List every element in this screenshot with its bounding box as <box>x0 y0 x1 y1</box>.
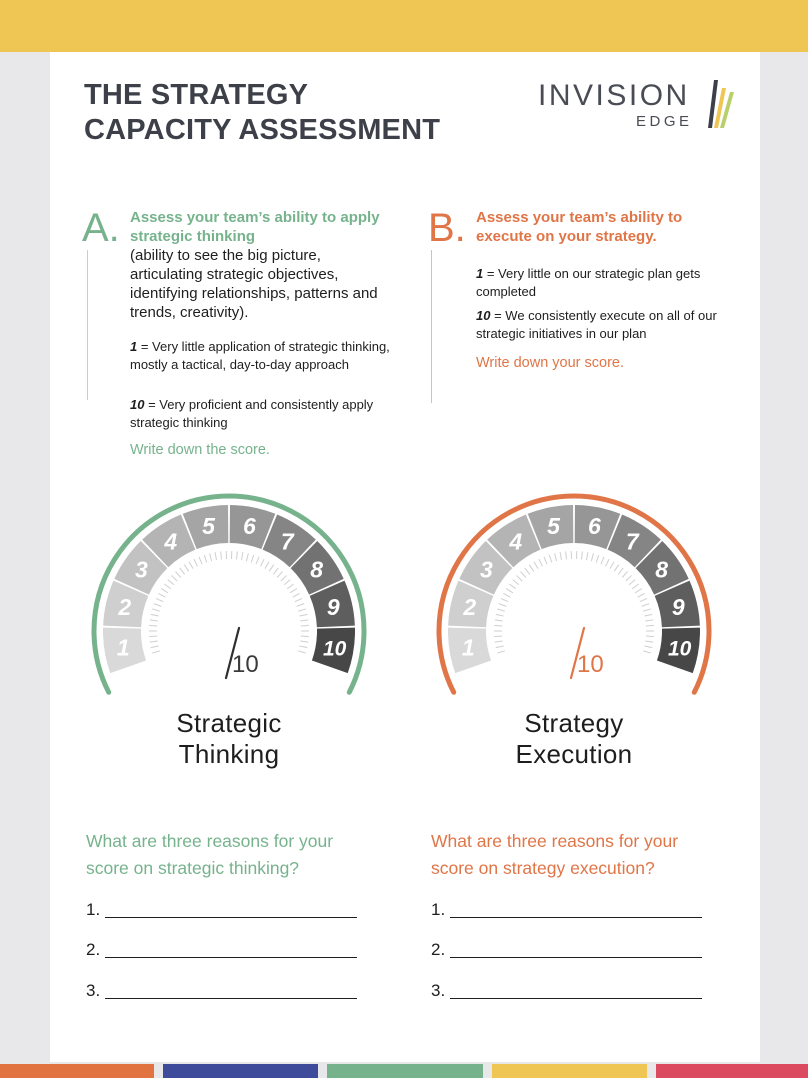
gauge-tick <box>299 646 307 648</box>
gauge-tick <box>640 598 647 601</box>
gauge-number-3: 3 <box>479 556 493 583</box>
gauge-tick <box>277 572 282 578</box>
gauge-tick <box>246 553 248 561</box>
gauge-tick <box>642 604 650 607</box>
gauge-tick <box>237 551 238 559</box>
gauge-tick <box>168 580 174 585</box>
gauge-label-line-2: Thinking <box>178 739 280 769</box>
answer-line-right-2[interactable] <box>431 940 445 960</box>
gauge-tick <box>301 625 309 626</box>
gauge-tick <box>298 609 306 611</box>
gauge-tick <box>614 565 618 572</box>
section-a-heading: Assess your team’s ability to apply strategic thinking <box>130 209 380 245</box>
section-a-scale-high <box>130 396 392 431</box>
question-line-2: score on strategy execution? <box>431 858 655 878</box>
page-title <box>84 78 440 148</box>
gauge-tick <box>295 598 302 601</box>
gauge-number-2: 2 <box>118 593 132 620</box>
section-a-scale-low <box>130 338 392 373</box>
gauge-tick <box>506 589 513 593</box>
gauge-tick <box>513 580 519 585</box>
top-color-band <box>0 0 808 52</box>
gauge-tick <box>152 651 160 653</box>
gauge-tick <box>494 625 502 626</box>
gauge-tick <box>300 641 308 642</box>
answer-number: 3. <box>86 981 101 1000</box>
section-b-heading: Assess your team’s ability to execute on your strategy. <box>476 209 683 245</box>
gauge-tick <box>281 575 287 581</box>
gauge-tick <box>151 614 159 616</box>
gauge-number-3: 3 <box>134 556 148 583</box>
gauge-tick <box>298 651 306 653</box>
gauge-tick <box>520 572 525 578</box>
gauge-tick <box>265 562 269 569</box>
gauge-number-6: 6 <box>588 512 601 539</box>
footer-bar-4 <box>492 1064 647 1078</box>
gauge-tick <box>221 551 222 559</box>
gauge-tick <box>180 568 185 574</box>
gauge-tick <box>539 559 543 566</box>
scale-high-number: 10 <box>476 308 491 323</box>
gauge-tick <box>544 557 547 564</box>
gauge-tick <box>204 555 206 563</box>
answer-line-left-2[interactable] <box>86 940 100 960</box>
section-a-instruction: Write down the score. <box>130 442 270 458</box>
gauge-tick <box>644 614 652 616</box>
gauge-tick <box>566 551 567 559</box>
gauge-strategy-execution <box>429 486 719 769</box>
gauge-tick <box>171 575 177 581</box>
section-b-instruction: Write down your score. <box>476 355 625 371</box>
gauge-tick <box>643 651 651 653</box>
gauge-tick <box>293 593 300 597</box>
section-b-scale-high <box>476 307 738 342</box>
gauge-label-line-1: Strategy <box>524 708 624 738</box>
gauge-tick <box>582 551 583 559</box>
gauge-tick <box>560 552 561 560</box>
gauge-number-7: 7 <box>625 528 639 555</box>
footer-bar-3 <box>327 1064 483 1078</box>
gauge-tick <box>150 641 158 642</box>
title-line-1: THE STRATEGY <box>84 79 309 111</box>
gauge-tick <box>555 553 557 561</box>
scale-low-number: 1 <box>476 266 484 281</box>
logo-stripes-icon <box>708 78 736 130</box>
scale-high-number: 10 <box>130 397 145 412</box>
section-a-rule <box>87 250 88 400</box>
question-strategic-thinking <box>86 828 333 882</box>
question-strategy-execution <box>431 828 678 882</box>
gauge-number-2: 2 <box>463 593 477 620</box>
logo-wordmark: INVISION <box>538 79 690 112</box>
section-b-scale-low <box>476 265 738 300</box>
gauge-tick <box>643 609 651 611</box>
gauge-tick <box>501 598 508 601</box>
gauge-tick <box>284 580 290 585</box>
gauge-tick <box>534 562 538 569</box>
answer-number: 2. <box>86 940 101 959</box>
gauge-tick <box>646 625 654 626</box>
scale-low-number: 1 <box>130 339 138 354</box>
gauge-tick <box>499 604 507 607</box>
gauge-label-line-2: Execution <box>515 739 633 769</box>
score-denominator: 10 <box>577 651 604 678</box>
scale-low-text: = Very little on our strategic plan gets completed <box>476 266 701 299</box>
gauge-tick <box>635 589 642 593</box>
gauge-tick <box>629 580 635 585</box>
gauge-tick <box>529 565 533 572</box>
gauge-tick <box>154 604 162 607</box>
section-b-rule <box>431 250 432 403</box>
gauge-tick <box>497 609 505 611</box>
gauge-tick <box>194 559 198 566</box>
gauge-tick <box>261 559 265 566</box>
gauge-tick <box>184 565 188 572</box>
gauge-number-4: 4 <box>509 528 523 555</box>
gauge-tick <box>301 636 309 637</box>
section-a-description: (ability to see the big picture, articulating strategic objectives, identifying relationships, patterns and trends, creativity). <box>130 247 378 321</box>
answer-line-right-1[interactable] <box>431 900 445 920</box>
gauge-tick <box>495 620 503 621</box>
gauge-tick <box>610 562 614 569</box>
gauge-number-10: 10 <box>668 637 692 661</box>
gauge-label <box>84 708 374 770</box>
gauge-tick <box>494 636 502 637</box>
gauge-number-4: 4 <box>164 528 178 555</box>
answer-number: 3. <box>431 981 446 1000</box>
gauge-tick <box>199 557 202 564</box>
gauge-label-line-1: Strategic <box>176 708 282 738</box>
section-b-letter: B. <box>428 206 466 250</box>
scale-high-text: = Very proficient and consistently apply strategic thinking <box>130 397 374 430</box>
answer-line-left-3[interactable] <box>86 981 100 1001</box>
gauge-tick <box>591 553 593 561</box>
gauge-tick <box>503 593 510 597</box>
gauge-tick <box>587 552 588 560</box>
footer-bar-1 <box>0 1064 154 1078</box>
gauge-number-7: 7 <box>280 528 294 555</box>
gauge-tick <box>175 572 180 578</box>
gauge-number-8: 8 <box>655 556 669 583</box>
gauge-tick <box>596 555 598 563</box>
gauge-tick <box>495 641 503 642</box>
gauge-tick <box>638 593 645 597</box>
title-line-2: CAPACITY ASSESSMENT <box>84 114 441 146</box>
gauge-tick <box>251 555 253 563</box>
question-line-1: What are three reasons for your <box>86 831 334 851</box>
gauge-tick <box>509 584 515 589</box>
gauge-tick <box>622 572 627 578</box>
gauge-tick <box>646 636 654 637</box>
gauge-tick <box>164 584 170 589</box>
answer-number: 1. <box>431 900 446 919</box>
answer-number: 1. <box>86 900 101 919</box>
gauge-tick <box>618 568 623 574</box>
answer-number: 2. <box>431 940 446 959</box>
gauge-tick <box>152 609 160 611</box>
gauge-tick <box>269 565 273 572</box>
gauge-tick <box>273 568 278 574</box>
gauge-tick <box>158 593 165 597</box>
gauge-tick <box>626 575 632 581</box>
gauge-tick <box>150 620 158 621</box>
gauge-tick <box>290 589 297 593</box>
gauge-graphic <box>429 486 719 716</box>
gauge-tick <box>496 646 504 648</box>
scale-high-text: = We consistently execute on all of our strategic initiatives in our plan <box>476 308 717 341</box>
gauge-tick <box>161 589 168 593</box>
gauge-number-6: 6 <box>243 512 256 539</box>
logo-subword: EDGE <box>636 113 693 130</box>
scale-low-text: = Very little application of strategic thinking, mostly a tactical, day-to-day approach <box>130 339 390 372</box>
gauge-strategic-thinking <box>84 486 374 769</box>
gauge-tick <box>632 584 638 589</box>
question-line-1: What are three reasons for your <box>431 831 679 851</box>
gauge-number-5: 5 <box>547 512 560 539</box>
score-denominator: 10 <box>232 651 259 678</box>
gauge-tick <box>300 620 308 621</box>
gauge-tick <box>149 636 157 637</box>
gauge-number-5: 5 <box>202 512 215 539</box>
answer-line-right-3[interactable] <box>431 981 445 1001</box>
question-line-2: score on strategic thinking? <box>86 858 300 878</box>
gauge-tick <box>151 646 159 648</box>
gauge-label <box>429 708 719 770</box>
gauge-tick <box>601 557 604 564</box>
gauge-tick <box>497 651 505 653</box>
gauge-tick <box>496 614 504 616</box>
footer-bar-5 <box>656 1064 808 1078</box>
gauge-tick <box>189 562 193 569</box>
gauge-number-9: 9 <box>671 593 685 620</box>
gauge-tick <box>525 568 530 574</box>
gauge-tick <box>299 614 307 616</box>
gauge-number-1: 1 <box>461 634 475 661</box>
gauge-number-8: 8 <box>310 556 324 583</box>
gauge-tick <box>606 559 610 566</box>
answer-line-left-1[interactable] <box>86 900 100 920</box>
gauge-tick <box>644 646 652 648</box>
gauge-tick <box>149 625 157 626</box>
gauge-number-9: 9 <box>326 593 340 620</box>
gauge-tick <box>210 553 212 561</box>
gauge-number-10: 10 <box>323 637 347 661</box>
gauge-tick <box>645 641 653 642</box>
gauge-tick <box>549 555 551 563</box>
gauge-tick <box>297 604 305 607</box>
section-a-letter: A. <box>82 206 120 250</box>
invision-edge-logo <box>536 76 736 132</box>
gauge-graphic <box>84 486 374 716</box>
gauge-number-1: 1 <box>116 634 130 661</box>
footer-bar-2 <box>163 1064 318 1078</box>
gauge-tick <box>287 584 293 589</box>
gauge-tick <box>156 598 163 601</box>
gauge-tick <box>516 575 522 581</box>
gauge-tick <box>215 552 216 560</box>
gauge-tick <box>256 557 259 564</box>
gauge-tick <box>645 620 653 621</box>
gauge-tick <box>242 552 243 560</box>
